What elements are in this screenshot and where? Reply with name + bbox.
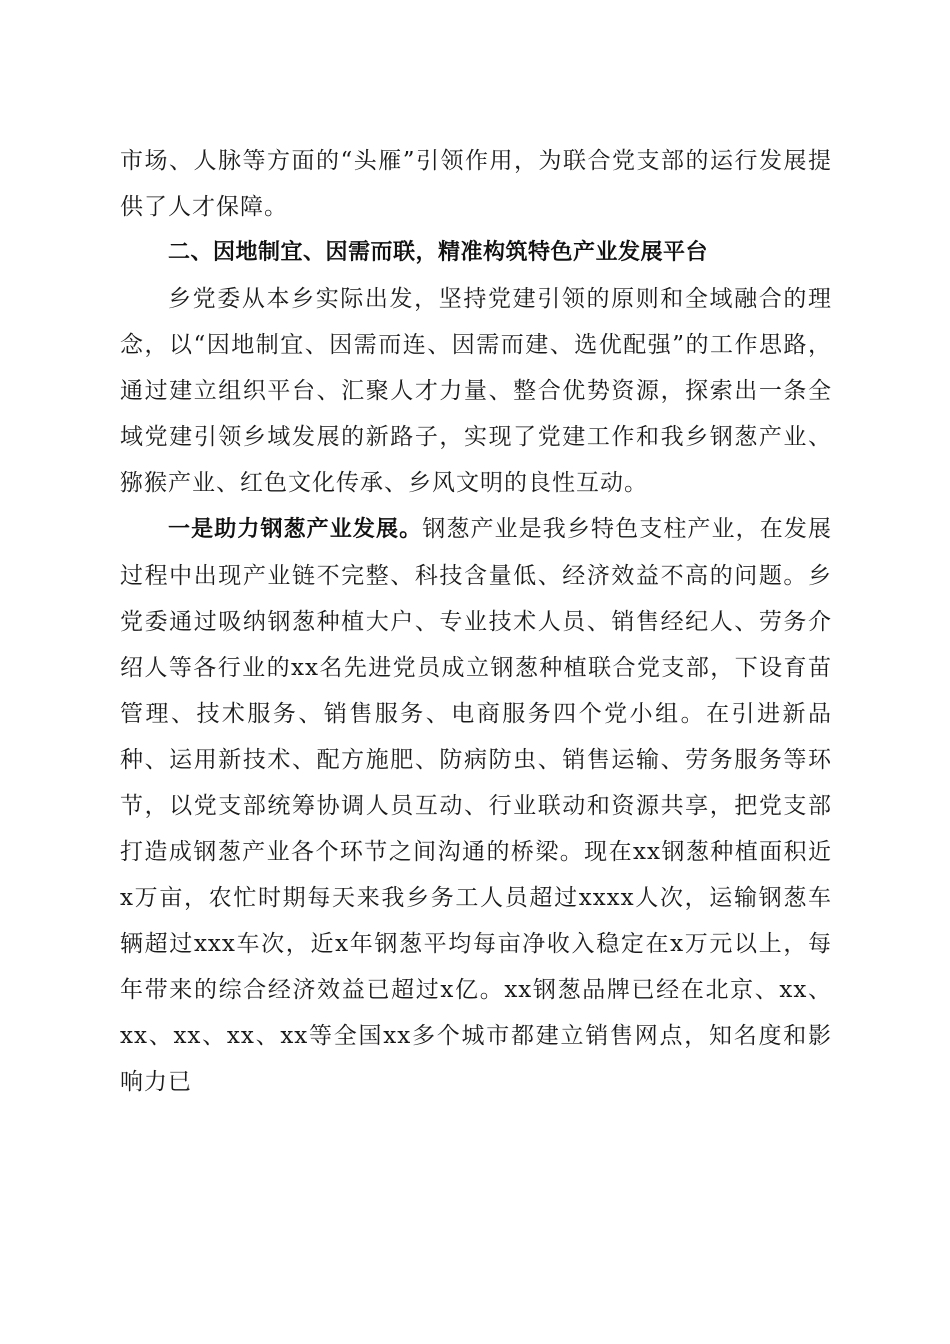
document-body: [120, 138, 832, 1105]
paragraph-continuation: 市场、人脉等方面的“头雁”引领作用，为联合党支部的运行发展提供了人才保障。: [120, 148, 832, 220]
paragraph-lead-phrase: 一是助力钢葱产业发展。: [168, 517, 423, 542]
paragraph-intro: 乡党委从本乡实际出发，坚持党建引领的原则和全域融合的理念，以“因地制宜、因需而连、因需而建、选优配强”的工作思路，通过建立组织平台、汇聚人才力量、整合优势资源，探索出一条全域党建引领乡域发展的新路子，实现了党建工作和我乡钢葱产业、猕猴产业、红色文化传承、乡风文明的良性互动。: [120, 286, 832, 496]
paragraph-body-text: 钢葱产业是我乡特色支柱产业，在发展过程中出现产业链不完整、科技含量低、经济效益不高的问题。乡党委通过吸纳钢葱种植大户、专业技术人员、销售经纪人、劳务介绍人等各行业的xx名先进党员成立钢葱种植联合党支部，下设育苗管理、技术服务、销售服务、电商服务四个党小组。在引进新品种、运用新技术、配方施肥、防病防虫、销售运输、劳务服务等环节，以党支部统筹协调人员互动、行业联动和资源共享，把党支部打造成钢葱产业各个环节之间沟通的桥梁。现在xx钢葱种植面积近x万亩，农忙时期每天来我乡务工人员超过xxxx人次，运输钢葱车辆超过xxx车次，近x年钢葱平均每亩净收入稳定在x万元以上，每年带来的综合经济效益已超过x亿。xx钢葱品牌已经在北京、xx、xx、xx、xx、xx等全国xx多个城市都建立销售网点，知名度和影响力已: [120, 516, 832, 1095]
section-heading: 二、因地制宜、因需而联，精准构筑特色产业发展平台: [168, 240, 709, 265]
paragraph-scallion-industry: [120, 506, 832, 1105]
